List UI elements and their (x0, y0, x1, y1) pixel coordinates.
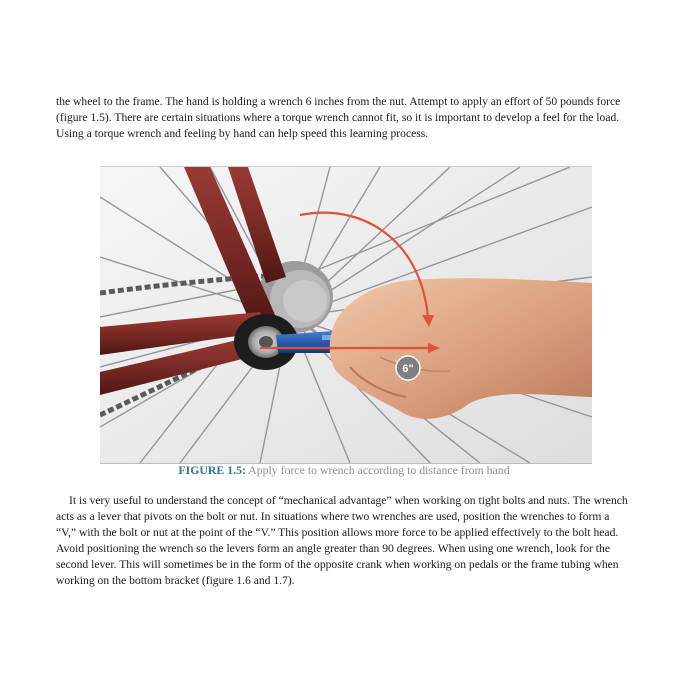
distance-badge-label: 6" (402, 363, 414, 375)
figure-caption-text: Apply force to wrench according to distance from hand (245, 463, 510, 477)
figure-photo-wrench-on-wheel (100, 166, 592, 464)
body-paragraph-top: the wheel to the frame. The hand is holding a wrench 6 inches from the nut. Attempt to apply an effort of 50 pounds force (figure 1.5). There are certain situations where a torque wrench cannot fit, so it is important to develop a feel for the load. Using a torque wrench and feeling by hand can help speed this learning process. (56, 95, 621, 141)
figure-caption-label: FIGURE 1.5: (178, 463, 246, 477)
distance-badge (396, 356, 420, 380)
figure-caption (0, 463, 688, 478)
body-paragraph-bottom: It is very useful to understand the concept of “mechanical advantage” when working on tight bolts and nuts. The wrench acts as a lever that pivots on the bolt or nut. In situations where two wrenches are used, position the wrenches to form a “V,” with the bolt or nut at the point of the “V.” This position allows more force to be applied effectively to the bolt head. Avoid positioning the wrench so the levers form an angle greater than 90 degrees. When using one wrench, look for the second lever. This will sometimes be in the form of the opposite crank when working on pedals or the frame tubing when working on the bottom bracket (figure 1.6 and 1.7). (56, 494, 628, 588)
